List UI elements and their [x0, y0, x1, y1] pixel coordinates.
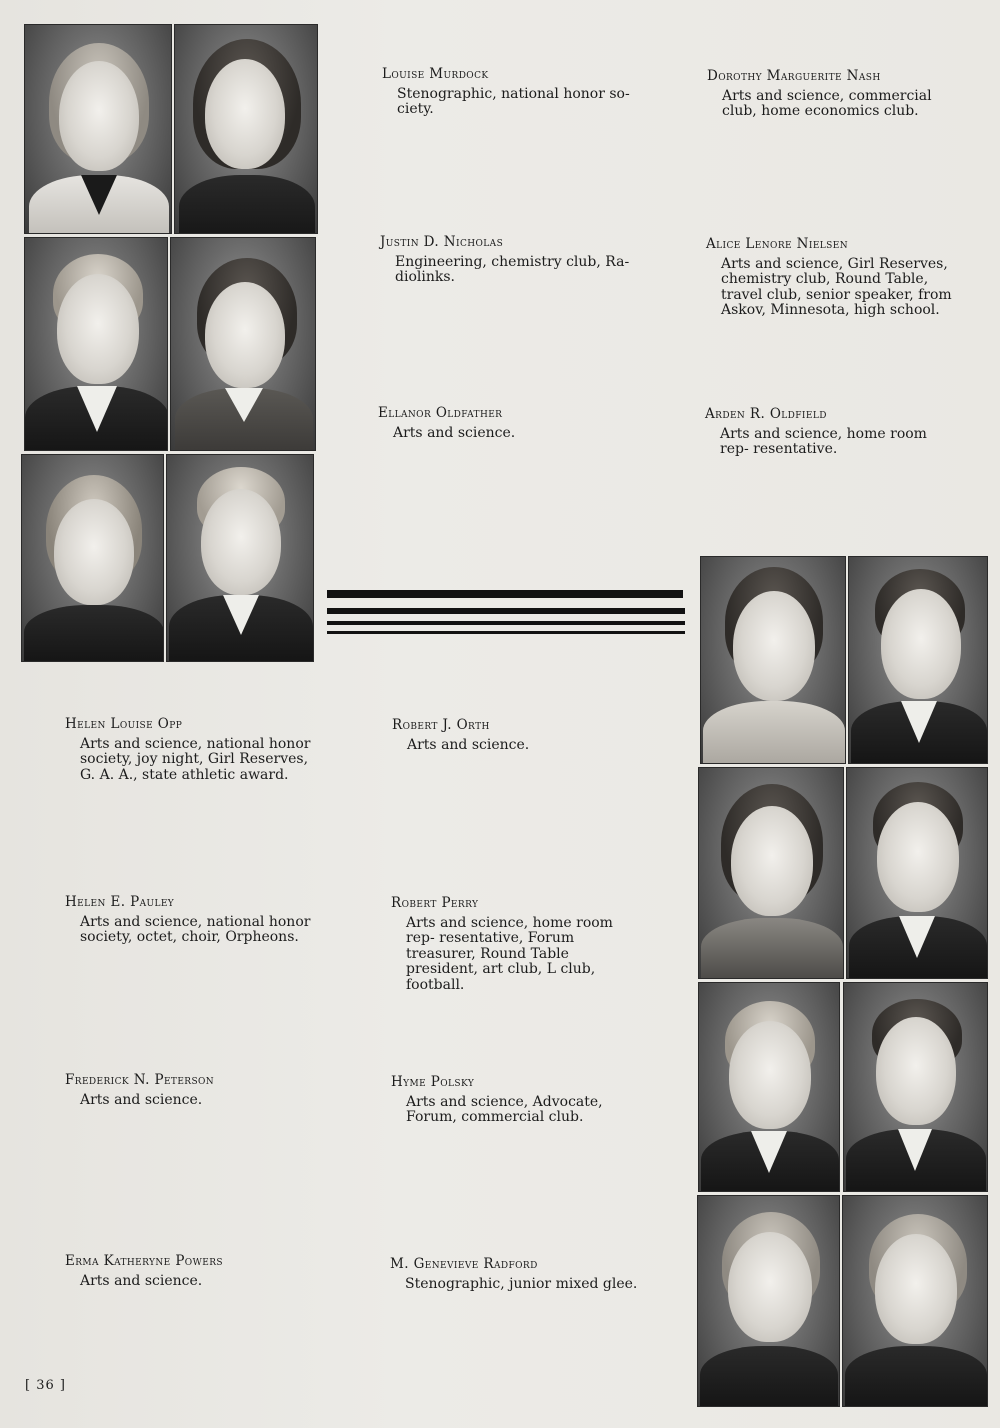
student-name: Arden R. Oldfield: [705, 406, 827, 422]
student-name: Helen E. Pauley: [65, 894, 175, 910]
student-activities: Stenographic, national honor so- ciety.: [397, 85, 630, 117]
student-activities: Arts and science.: [407, 736, 530, 753]
page-number: [ 36 ]: [25, 1378, 66, 1393]
portrait-photo: [170, 237, 316, 451]
student-activities: Arts and science, national honor society, octet, choir, Orpheons.: [80, 913, 311, 945]
student-name: Erma Katheryne Powers: [65, 1253, 223, 1269]
student-activities: Arts and science, Girl Reserves, chemistry club, Round Table, travel club, senior speaker, from Askov, Minnesota, high school.: [721, 255, 952, 318]
student-activities: Arts and science, home room rep- resentative.: [720, 425, 927, 457]
student-name: Helen Louise Opp: [65, 716, 183, 732]
student-entry: [706, 237, 956, 319]
student-name: Hyme Polsky: [391, 1074, 475, 1090]
student-activities: Arts and science.: [80, 1091, 203, 1108]
student-entry: [382, 67, 632, 118]
student-activities: Arts and science.: [393, 424, 516, 441]
student-entry: [65, 1073, 315, 1108]
student-entry: [707, 69, 957, 120]
student-name: Justin D. Nicholas: [380, 234, 504, 250]
student-name: Frederick N. Peterson: [65, 1072, 215, 1088]
portrait-photo: [697, 1195, 840, 1407]
student-name: M. Genevieve Radford: [390, 1256, 538, 1272]
student-name: Dorothy Marguerite Nash: [707, 68, 881, 84]
student-entry: [391, 896, 641, 993]
student-entry: [392, 718, 642, 753]
student-activities: Arts and science.: [80, 1272, 203, 1289]
student-name: Louise Murdock: [382, 66, 489, 82]
student-activities: Arts and science, commercial club, home economics club.: [722, 87, 932, 119]
decorative-rule: [327, 621, 685, 625]
student-name: Robert J. Orth: [392, 717, 490, 733]
student-activities: Stenographic, junior mixed glee.: [405, 1275, 638, 1292]
decorative-rule: [327, 590, 683, 598]
student-entry: [378, 406, 628, 441]
portrait-photo: [698, 982, 840, 1192]
decorative-rule: [327, 608, 685, 614]
student-entry: [390, 1257, 640, 1292]
portrait-photo: [166, 454, 314, 662]
portrait-photo: [21, 454, 164, 662]
portrait-photo: [24, 237, 168, 451]
portrait-photo: [698, 767, 844, 979]
student-entry: [380, 235, 630, 286]
portrait-photo: [174, 24, 318, 234]
student-entry: [65, 717, 315, 783]
student-entry: [65, 1254, 315, 1289]
portrait-photo: [843, 982, 988, 1192]
student-name: Robert Perry: [391, 895, 479, 911]
student-name: Ellanor Oldfather: [378, 405, 503, 421]
student-activities: Engineering, chemistry club, Ra- diolinks.: [395, 253, 630, 285]
portrait-photo: [842, 1195, 988, 1407]
portrait-photo: [24, 24, 172, 234]
student-name: Alice Lenore Nielsen: [706, 236, 848, 252]
student-activities: Arts and science, Advocate, Forum, commercial club.: [406, 1093, 603, 1125]
portrait-photo: [848, 556, 988, 764]
decorative-rule: [327, 631, 685, 634]
student-entry: [705, 407, 955, 458]
student-activities: Arts and science, national honor society, joy night, Girl Reserves, G. A. A., state athletic award.: [80, 735, 311, 783]
student-activities: Arts and science, home room rep- resentative, Forum treasurer, Round Table president, art club, L club, football.: [406, 914, 613, 993]
student-entry: [391, 1075, 641, 1126]
portrait-photo: [700, 556, 846, 764]
student-entry: [65, 895, 315, 946]
portrait-photo: [846, 767, 988, 979]
